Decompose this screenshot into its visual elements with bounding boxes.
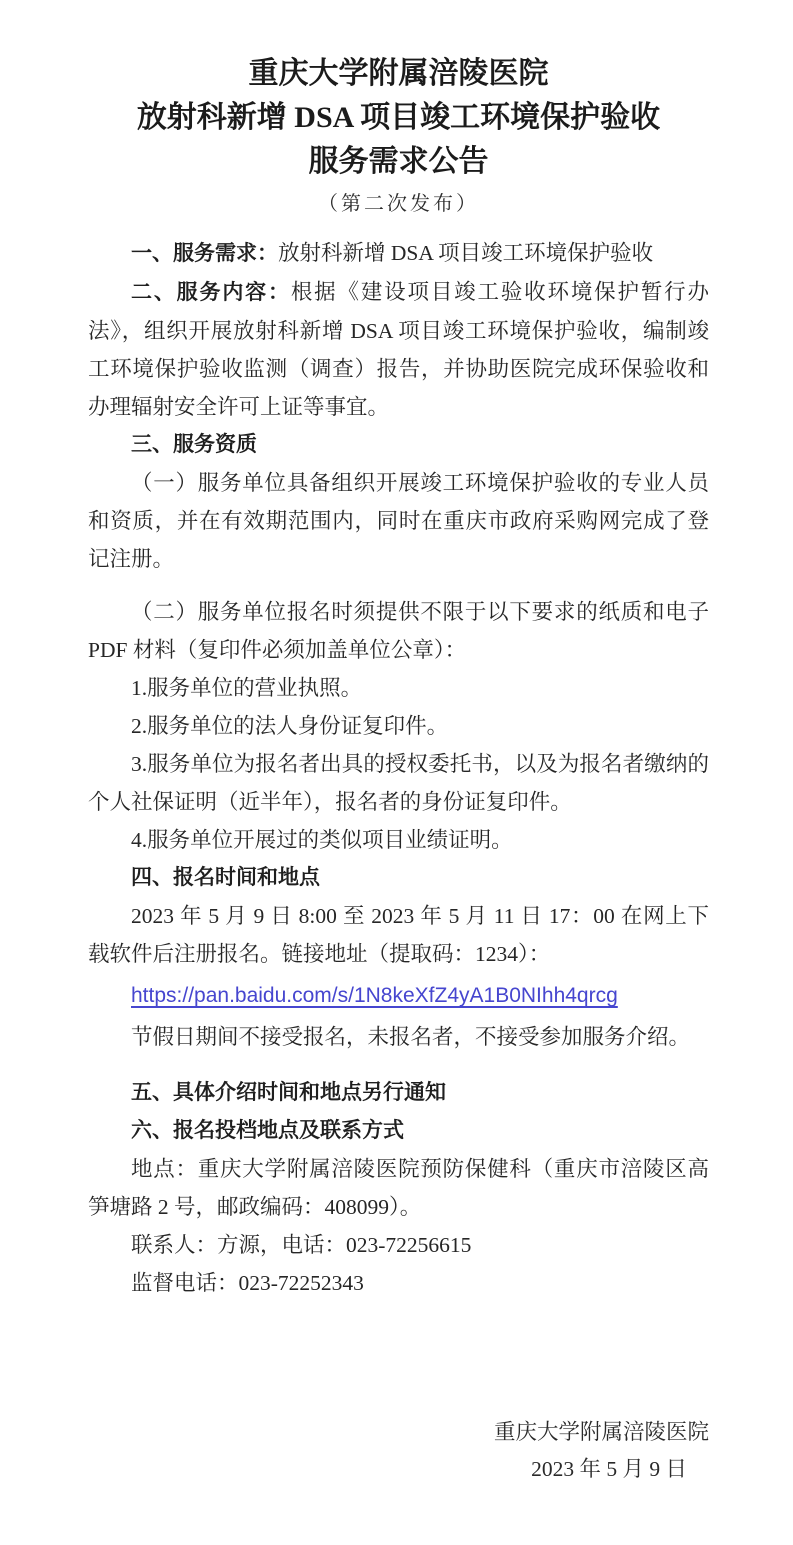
list-item-legal-person-id: 2.服务单位的法人身份证复印件。 <box>131 714 449 738</box>
para-contact-person: 联系人：方源，电话：023-72256615 <box>131 1233 472 1257</box>
title-line-notice: 服务需求公告 <box>308 145 489 178</box>
footer-organization: 重庆大学附属涪陵医院 <box>493 1420 709 1444</box>
para-service-requirement <box>88 234 709 273</box>
download-link-line <box>88 973 709 1018</box>
document-body <box>88 234 709 1302</box>
footer-date: 2023 年 5 月 9 日 <box>531 1457 687 1481</box>
release-round-note: （第二次发布） <box>318 193 479 215</box>
para-qualification-item-1: （一）服务单位具备组织开展竣工环境保护验收的专业人员和资质，并在有效期范围内，同时在重庆市政府采购网完成了登记注册。 <box>88 471 709 571</box>
section-2-text: 根据《建设项目竣工验收环境保护暂行办法》，组织开展放射科新增 DSA 项目竣工环境保护验收，编制竣工环境保护验收监测（调查）报告，并协助医院完成环保验收和办理辐射安全许可上证等事宜。 <box>88 280 709 419</box>
heading-contact-info: 六、报名投档地点及联系方式 <box>131 1119 404 1142</box>
section-1-text: 放射科新增 DSA 项目竣工环境保护验收 <box>278 241 654 265</box>
title-line-hospital: 重庆大学附属涪陵医院 <box>248 57 549 90</box>
document-footer <box>88 1414 709 1488</box>
para-address: 地点：重庆大学附属涪陵医院预防保健科（重庆市涪陵区高笋塘路 2 号，邮政编码：408099）。 <box>88 1157 709 1219</box>
heading-service-qualification: 三、服务资质 <box>131 433 257 456</box>
para-service-content <box>88 273 709 426</box>
heading-registration-time-place: 四、报名时间和地点 <box>131 866 320 889</box>
title-line-project: 放射科新增 DSA 项目竣工环境保护验收 <box>136 101 661 134</box>
para-holiday-note: 节假日期间不接受报名，未报名者，不接受参加服务介绍。 <box>131 1025 691 1049</box>
list-item-authorization-letter: 3.服务单位为报名者出具的授权委托书，以及为报名者缴纳的个人社保证明（近半年），报名者的身份证复印件。 <box>88 752 709 814</box>
baidu-pan-link[interactable]: https://pan.baidu.com/s/1N8keXfZ4yA1B0NIhh4qrcg <box>131 984 618 1007</box>
heading-introduction-notice: 五、具体介绍时间和地点另行通知 <box>131 1081 446 1104</box>
para-qualification-item-2: （二）服务单位报名时须提供不限于以下要求的纸质和电子 PDF 材料（复印件必须加盖单位公章）： <box>88 600 709 662</box>
list-item-performance-proof: 4.服务单位开展过的类似项目业绩证明。 <box>131 828 513 852</box>
section-2-label: 二、服务内容： <box>131 281 291 304</box>
section-1-label: 一、服务需求： <box>131 242 278 265</box>
para-registration-time: 2023 年 5 月 9 日 8:00 至 2023 年 5 月 11 日 17：00 在网上下载软件后注册报名。链接地址（提取码：1234）： <box>88 904 709 966</box>
document-title <box>88 52 709 184</box>
list-item-business-license: 1.服务单位的营业执照。 <box>131 676 363 700</box>
para-supervision-phone: 监督电话：023-72252343 <box>131 1271 364 1295</box>
